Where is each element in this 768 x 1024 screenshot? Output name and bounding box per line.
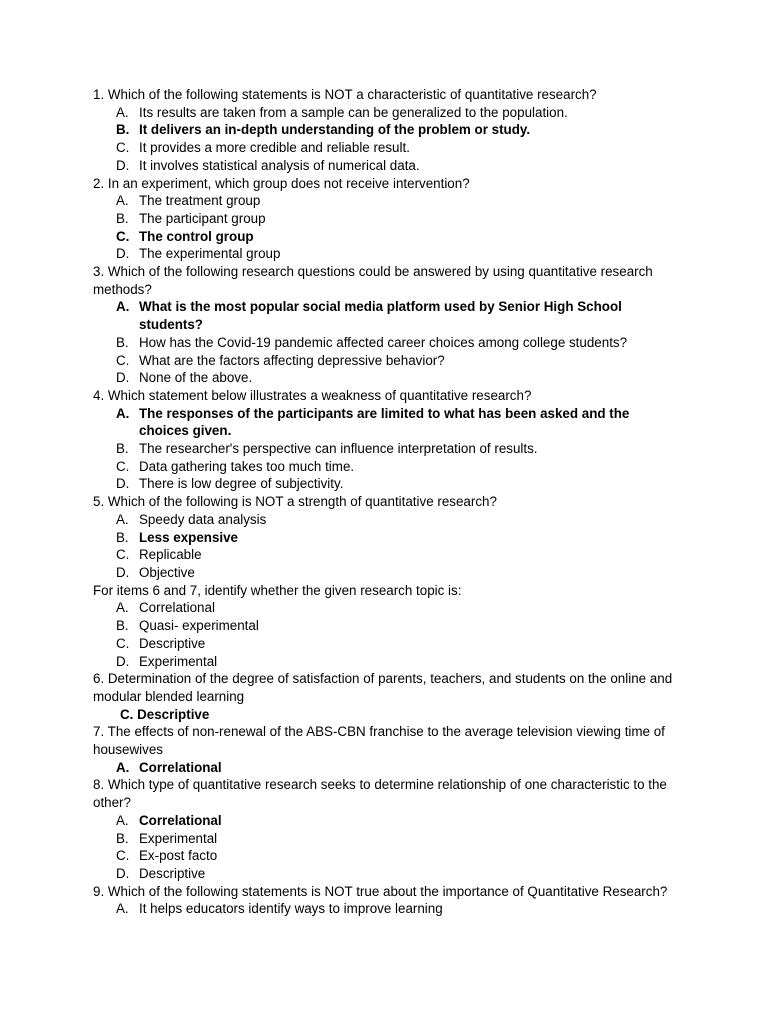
option-text: Less expensive bbox=[139, 529, 239, 545]
option-letter: C. bbox=[116, 635, 130, 651]
option-item bbox=[93, 192, 673, 210]
question-text: For items 6 and 7, identify whether the given research topic is: bbox=[93, 582, 462, 598]
option-text: Experimental bbox=[139, 830, 218, 846]
option-letter: D. bbox=[116, 564, 130, 580]
option-list bbox=[93, 192, 673, 263]
option-letter: D. bbox=[116, 246, 130, 262]
question-text: 1. Which of the following statements is NOT a characteristic of quantitative research? bbox=[93, 87, 597, 102]
option-text: Speedy data analysis bbox=[139, 511, 267, 527]
option-text: Correlational bbox=[139, 600, 215, 616]
option-letter: A. bbox=[116, 405, 130, 421]
option-letter: B. bbox=[116, 441, 129, 457]
option-text: What are the factors affecting depressive behavior? bbox=[139, 352, 445, 368]
option-text: Quasi- experimental bbox=[139, 618, 259, 634]
option-item bbox=[93, 405, 673, 440]
option-text: Correlational bbox=[139, 759, 222, 775]
option-item bbox=[93, 104, 673, 122]
option-item bbox=[93, 475, 673, 493]
option-text: The responses of the participants are limited to what has been asked and the choices given. bbox=[139, 405, 630, 439]
option-text: The treatment group bbox=[139, 193, 261, 209]
option-text: It delivers an in-depth understanding of the problem or study. bbox=[139, 122, 531, 138]
answer-line: C. Descriptive bbox=[120, 706, 210, 722]
option-letter: B. bbox=[116, 122, 130, 138]
option-item bbox=[93, 847, 673, 865]
option-text: Its results are taken from a sample can be generalized to the population. bbox=[139, 104, 568, 120]
option-item bbox=[93, 245, 673, 263]
option-item bbox=[93, 458, 673, 476]
option-letter: D. bbox=[116, 653, 130, 669]
option-item bbox=[93, 334, 673, 352]
option-text: Descriptive bbox=[139, 865, 206, 881]
question-text: 7. The effects of non-renewal of the ABS-CBN franchise to the average television viewing time of housewives bbox=[93, 724, 665, 758]
option-item bbox=[93, 564, 673, 582]
option-item bbox=[93, 121, 673, 139]
option-item bbox=[93, 599, 673, 617]
option-letter: B. bbox=[116, 210, 129, 226]
option-list bbox=[93, 511, 673, 582]
option-item bbox=[93, 617, 673, 635]
option-letter: C. bbox=[116, 458, 130, 474]
option-item bbox=[93, 139, 673, 157]
option-letter: A. bbox=[116, 193, 129, 209]
option-text: The experimental group bbox=[139, 246, 281, 262]
option-item bbox=[93, 812, 673, 830]
option-item bbox=[93, 635, 673, 653]
option-text: There is low degree of subjectivity. bbox=[139, 476, 344, 492]
option-item bbox=[93, 228, 673, 246]
option-letter: B. bbox=[116, 830, 129, 846]
option-list bbox=[93, 759, 673, 777]
option-item bbox=[93, 511, 673, 529]
option-list bbox=[93, 405, 673, 494]
option-letter: C. bbox=[116, 140, 130, 156]
option-letter: D. bbox=[116, 865, 130, 881]
question-text: 6. Determination of the degree of satisfaction of parents, teachers, and students on the online and modular blended learning bbox=[93, 671, 673, 704]
option-text: Experimental bbox=[139, 653, 218, 669]
question-text: 2. In an experiment, which group does not receive intervention? bbox=[93, 175, 470, 191]
option-text: Replicable bbox=[139, 547, 202, 563]
option-letter: A. bbox=[116, 812, 129, 828]
option-item bbox=[93, 210, 673, 228]
option-letter: A. bbox=[116, 299, 130, 315]
option-letter: A. bbox=[116, 600, 129, 616]
option-text: It provides a more credible and reliable result. bbox=[139, 140, 410, 156]
option-text: The control group bbox=[139, 228, 254, 244]
option-item bbox=[93, 298, 673, 333]
option-item bbox=[93, 369, 673, 387]
question-text: 4. Which statement below illustrates a weakness of quantitative research? bbox=[93, 387, 532, 403]
option-text: How has the Covid-19 pandemic affected career choices among college students? bbox=[139, 334, 628, 350]
option-list bbox=[93, 298, 673, 387]
option-item bbox=[93, 759, 673, 777]
option-text: None of the above. bbox=[139, 370, 253, 386]
option-letter: A. bbox=[116, 759, 130, 775]
option-text: What is the most popular social media platform used by Senior High School students? bbox=[139, 299, 622, 333]
option-item bbox=[93, 546, 673, 564]
option-letter: B. bbox=[116, 334, 129, 350]
option-text: It helps educators identify ways to improve learning bbox=[139, 901, 443, 917]
option-letter: B. bbox=[116, 529, 129, 545]
option-item bbox=[93, 653, 673, 671]
option-text: Data gathering takes too much time. bbox=[139, 458, 355, 474]
option-letter: D. bbox=[116, 476, 130, 492]
option-item bbox=[93, 900, 673, 918]
option-letter: C. bbox=[116, 848, 130, 864]
option-text: Objective bbox=[139, 564, 195, 580]
option-letter: D. bbox=[116, 157, 130, 173]
option-text: Ex-post facto bbox=[139, 848, 218, 864]
option-letter: A. bbox=[116, 511, 129, 527]
option-list bbox=[93, 812, 673, 883]
option-text: The researcher's perspective can influence interpretation of results. bbox=[139, 441, 538, 457]
option-letter: D. bbox=[116, 370, 130, 386]
option-item bbox=[93, 352, 673, 370]
option-item bbox=[93, 440, 673, 458]
option-item bbox=[93, 529, 673, 547]
option-list bbox=[93, 900, 673, 918]
question-text: 8. Which type of quantitative research seeks to determine relationship of one characteristic to the other? bbox=[93, 777, 667, 811]
question-text: 9. Which of the following statements is NOT true about the importance of Quantitative Research? bbox=[93, 883, 668, 899]
quiz-document bbox=[93, 86, 673, 918]
option-letter: B. bbox=[116, 618, 129, 634]
option-text: Correlational bbox=[139, 812, 222, 828]
question-text: 5. Which of the following is NOT a strength of quantitative research? bbox=[93, 494, 497, 510]
option-text: Descriptive bbox=[139, 635, 206, 651]
option-letter: C. bbox=[116, 547, 130, 563]
option-letter: C. bbox=[116, 352, 130, 368]
option-letter: C. bbox=[116, 228, 130, 244]
option-item bbox=[93, 157, 673, 175]
option-list bbox=[93, 599, 673, 670]
option-letter: A. bbox=[116, 901, 129, 917]
option-item bbox=[93, 865, 673, 883]
question-text: 3. Which of the following research questions could be answered by using quantitative research methods? bbox=[93, 264, 653, 297]
option-letter: A. bbox=[116, 104, 129, 120]
option-item bbox=[93, 830, 673, 848]
option-text: The participant group bbox=[139, 210, 266, 226]
option-list bbox=[93, 104, 673, 175]
option-text: It involves statistical analysis of numerical data. bbox=[139, 157, 420, 173]
